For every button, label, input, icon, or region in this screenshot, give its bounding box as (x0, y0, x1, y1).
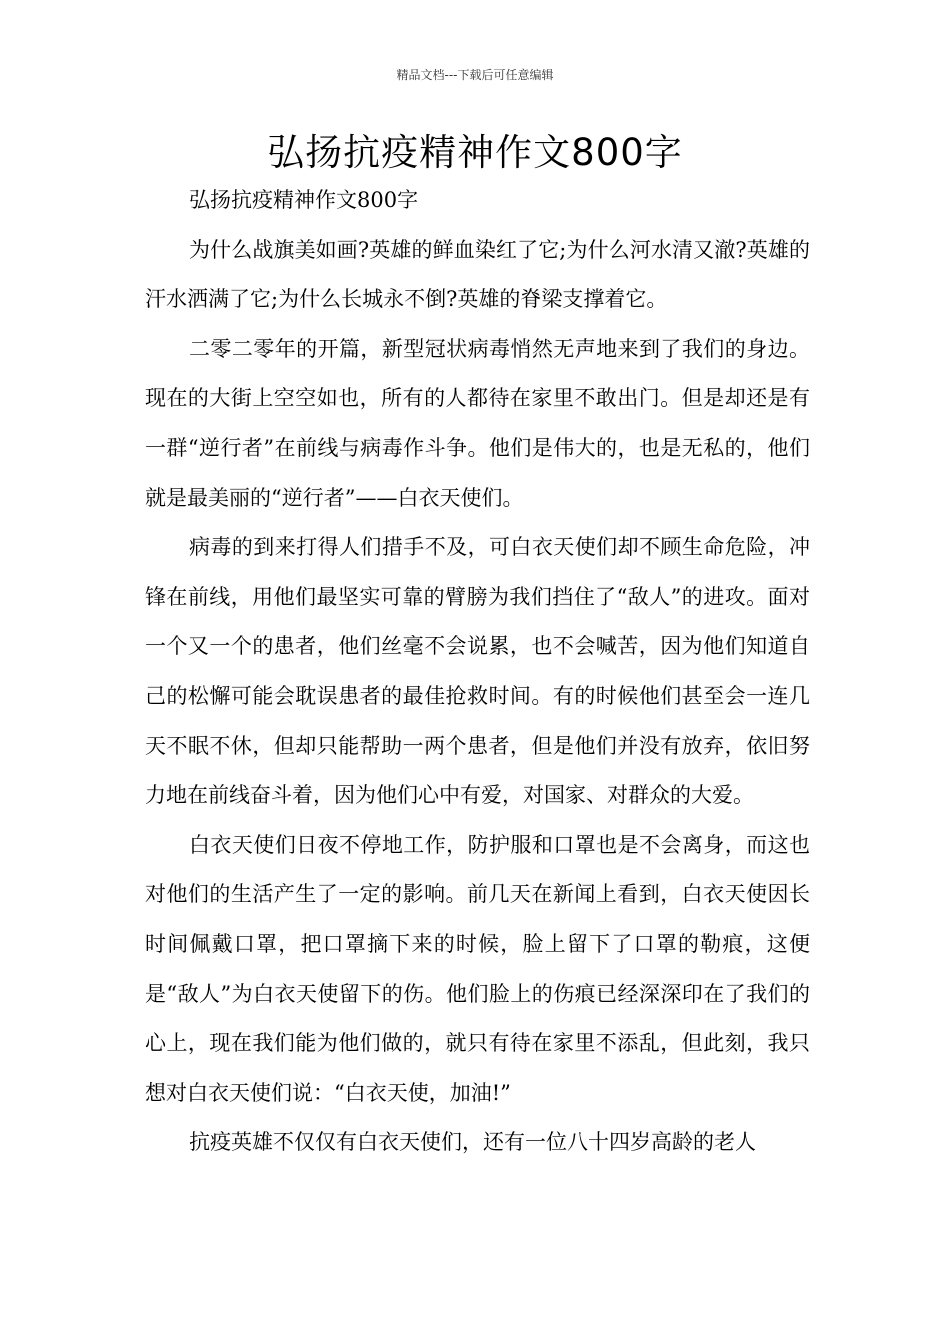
subtitle-paragraph: 弘扬抗疫精神作文800字 (189, 188, 419, 212)
document-title: 弘扬抗疫精神作文800字 (267, 131, 683, 174)
paragraph: 病毒的到来打得人们措手不及，可白衣天使们却不顾生命危险，冲锋在前线，用他们最坚实可靠的臂膀为我们挡住了“敌人”的进攻。面对一个又一个的患者，他们丝毫不会说累，也不会喊苦，因为他们知道自己的松懈可能会耽误患者的最佳抢救时间。有的时候他们甚至会一连几天不眠不休，但却只能帮助一两个患者，但是他们并没有放弃，依旧努力地在前线奋斗着，因为他们心中有爱，对国家、对群众的大爱。 (145, 535, 810, 808)
paragraph: 二零二零年的开篇，新型冠状病毒悄然无声地来到了我们的身边。现在的大街上空空如也，所有的人都待在家里不敢出门。但是却还是有一群“逆行者”在前线与病毒作斗争。他们是伟大的，也是无私的，他们就是最美丽的“逆行者”——白衣天使们。 (145, 336, 810, 510)
paragraph: 抗疫英雄不仅仅有白衣天使们，还有一位八十四岁高龄的老人 (189, 1130, 756, 1155)
paragraph: 白衣天使们日夜不停地工作，防护服和口罩也是不会离身，而这也对他们的生活产生了一定的影响。前几天在新闻上看到，白衣天使因长时间佩戴口罩，把口罩摘下来的时候，脸上留下了口罩的勒痕，这便是“敌人”为白衣天使留下的伤。他们脸上的伤痕已经深深印在了我们的心上，现在我们能为他们做的，就只有待在家里不添乱，但此刻，我只想对白衣天使们说：“白衣天使，加油!” (145, 832, 810, 1105)
header-note: 精品文档---下载后可任意编辑 (396, 68, 554, 82)
document-body (145, 176, 810, 1168)
paragraph: 为什么战旗美如画?英雄的鲜血染红了它;为什么河水清又澈?英雄的汗水洒满了它;为什么长城永不倒?英雄的脊梁支撑着它。 (145, 237, 810, 312)
